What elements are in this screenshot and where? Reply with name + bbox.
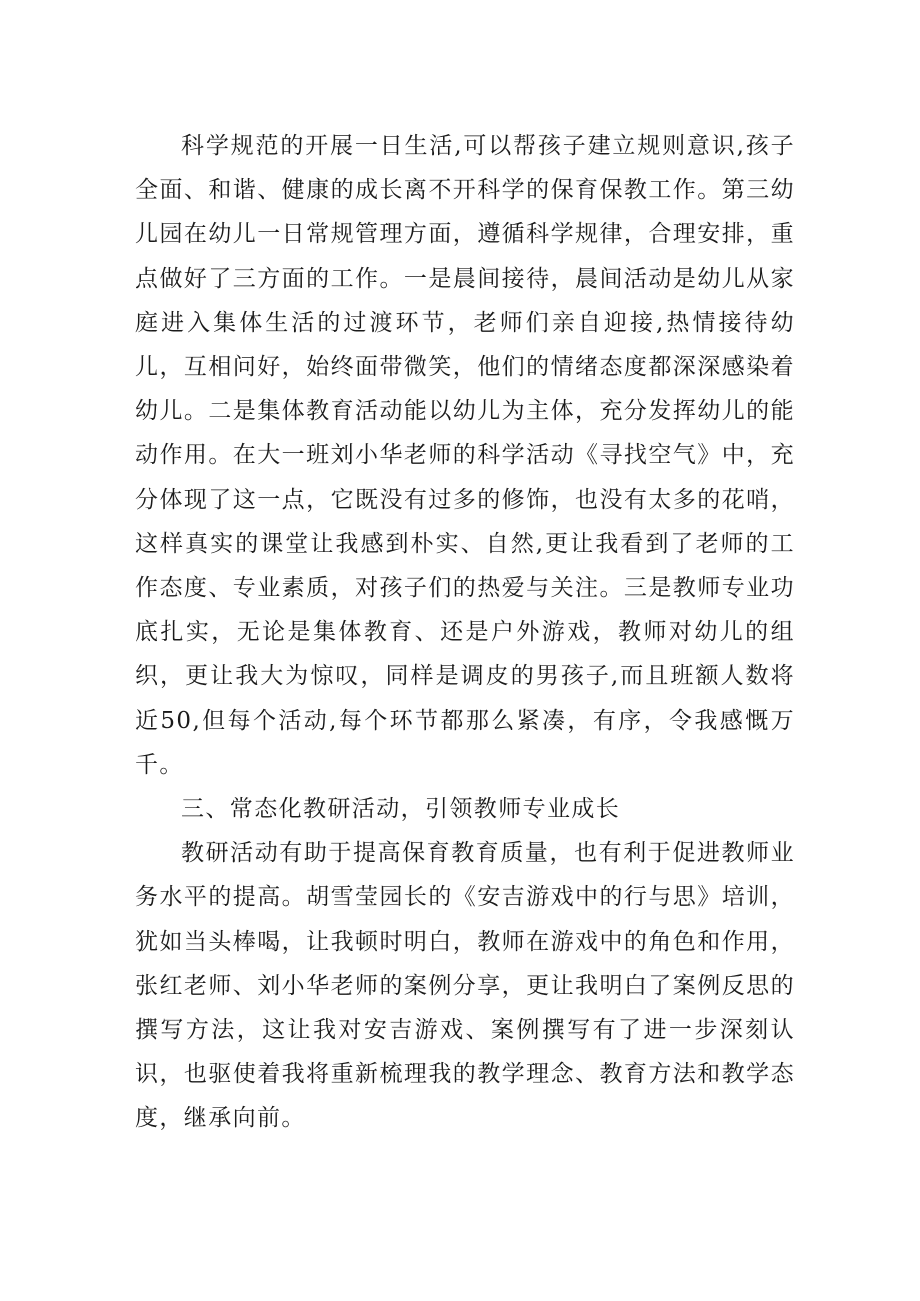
section-heading: 三、常态化教研活动，引领教师专业成长: [181, 796, 621, 823]
paragraph-daily-routine: 科学规范的开展一日生活,可以帮孩子建立规则意识,孩子全面、和谐、健康的成长离不开科学的保育保教工作。第三幼儿园在幼儿一日常规管理方面，遵循科学规律，合理安排，重点做好了三方面的工作。一是晨间接待，晨间活动是幼儿从家庭进入集体生活的过渡环节，老师们亲自迎接,热情接待幼儿，互相问好，始终面带微笑，他们的情绪态度都深深感染着幼儿。二是集体教育活动能以幼儿为主体，充分发挥幼儿的能动作用。在大一班刘小华老师的科学活动《寻找空气》中，充分体现了这一点，它既没有过多的修饰，也没有太多的花哨，这样真实的课堂让我感到朴实、自然,更让我看到了老师的工作态度、专业素质，对孩子们的热爱与关注。三是教师专业功底扎实，无论是集体教育、还是户外游戏，教师对幼儿的组织，更让我大为惊叹，同样是调皮的男孩子,而且班额人数将近50,但每个活动,每个环节都那么紧凑，有序，令我感慨万千。: [135, 133, 795, 778]
paragraph-teaching-research: 教研活动有助于提高保育教育质量，也有利于促进教师业务水平的提高。胡雪莹园长的《安吉游戏中的行与思》培训，犹如当头棒喝，让我顿时明白，教师在游戏中的角色和作用，张红老师、刘小华老师的案例分享，更让我明白了案例反思的撰写方法，这让我对安吉游戏、案例撰写有了进一步深刻认识，也驱使着我将重新梳理我的教学理念、教育方法和教学态度，继承向前。: [135, 840, 795, 1132]
document-body: [135, 124, 795, 1141]
